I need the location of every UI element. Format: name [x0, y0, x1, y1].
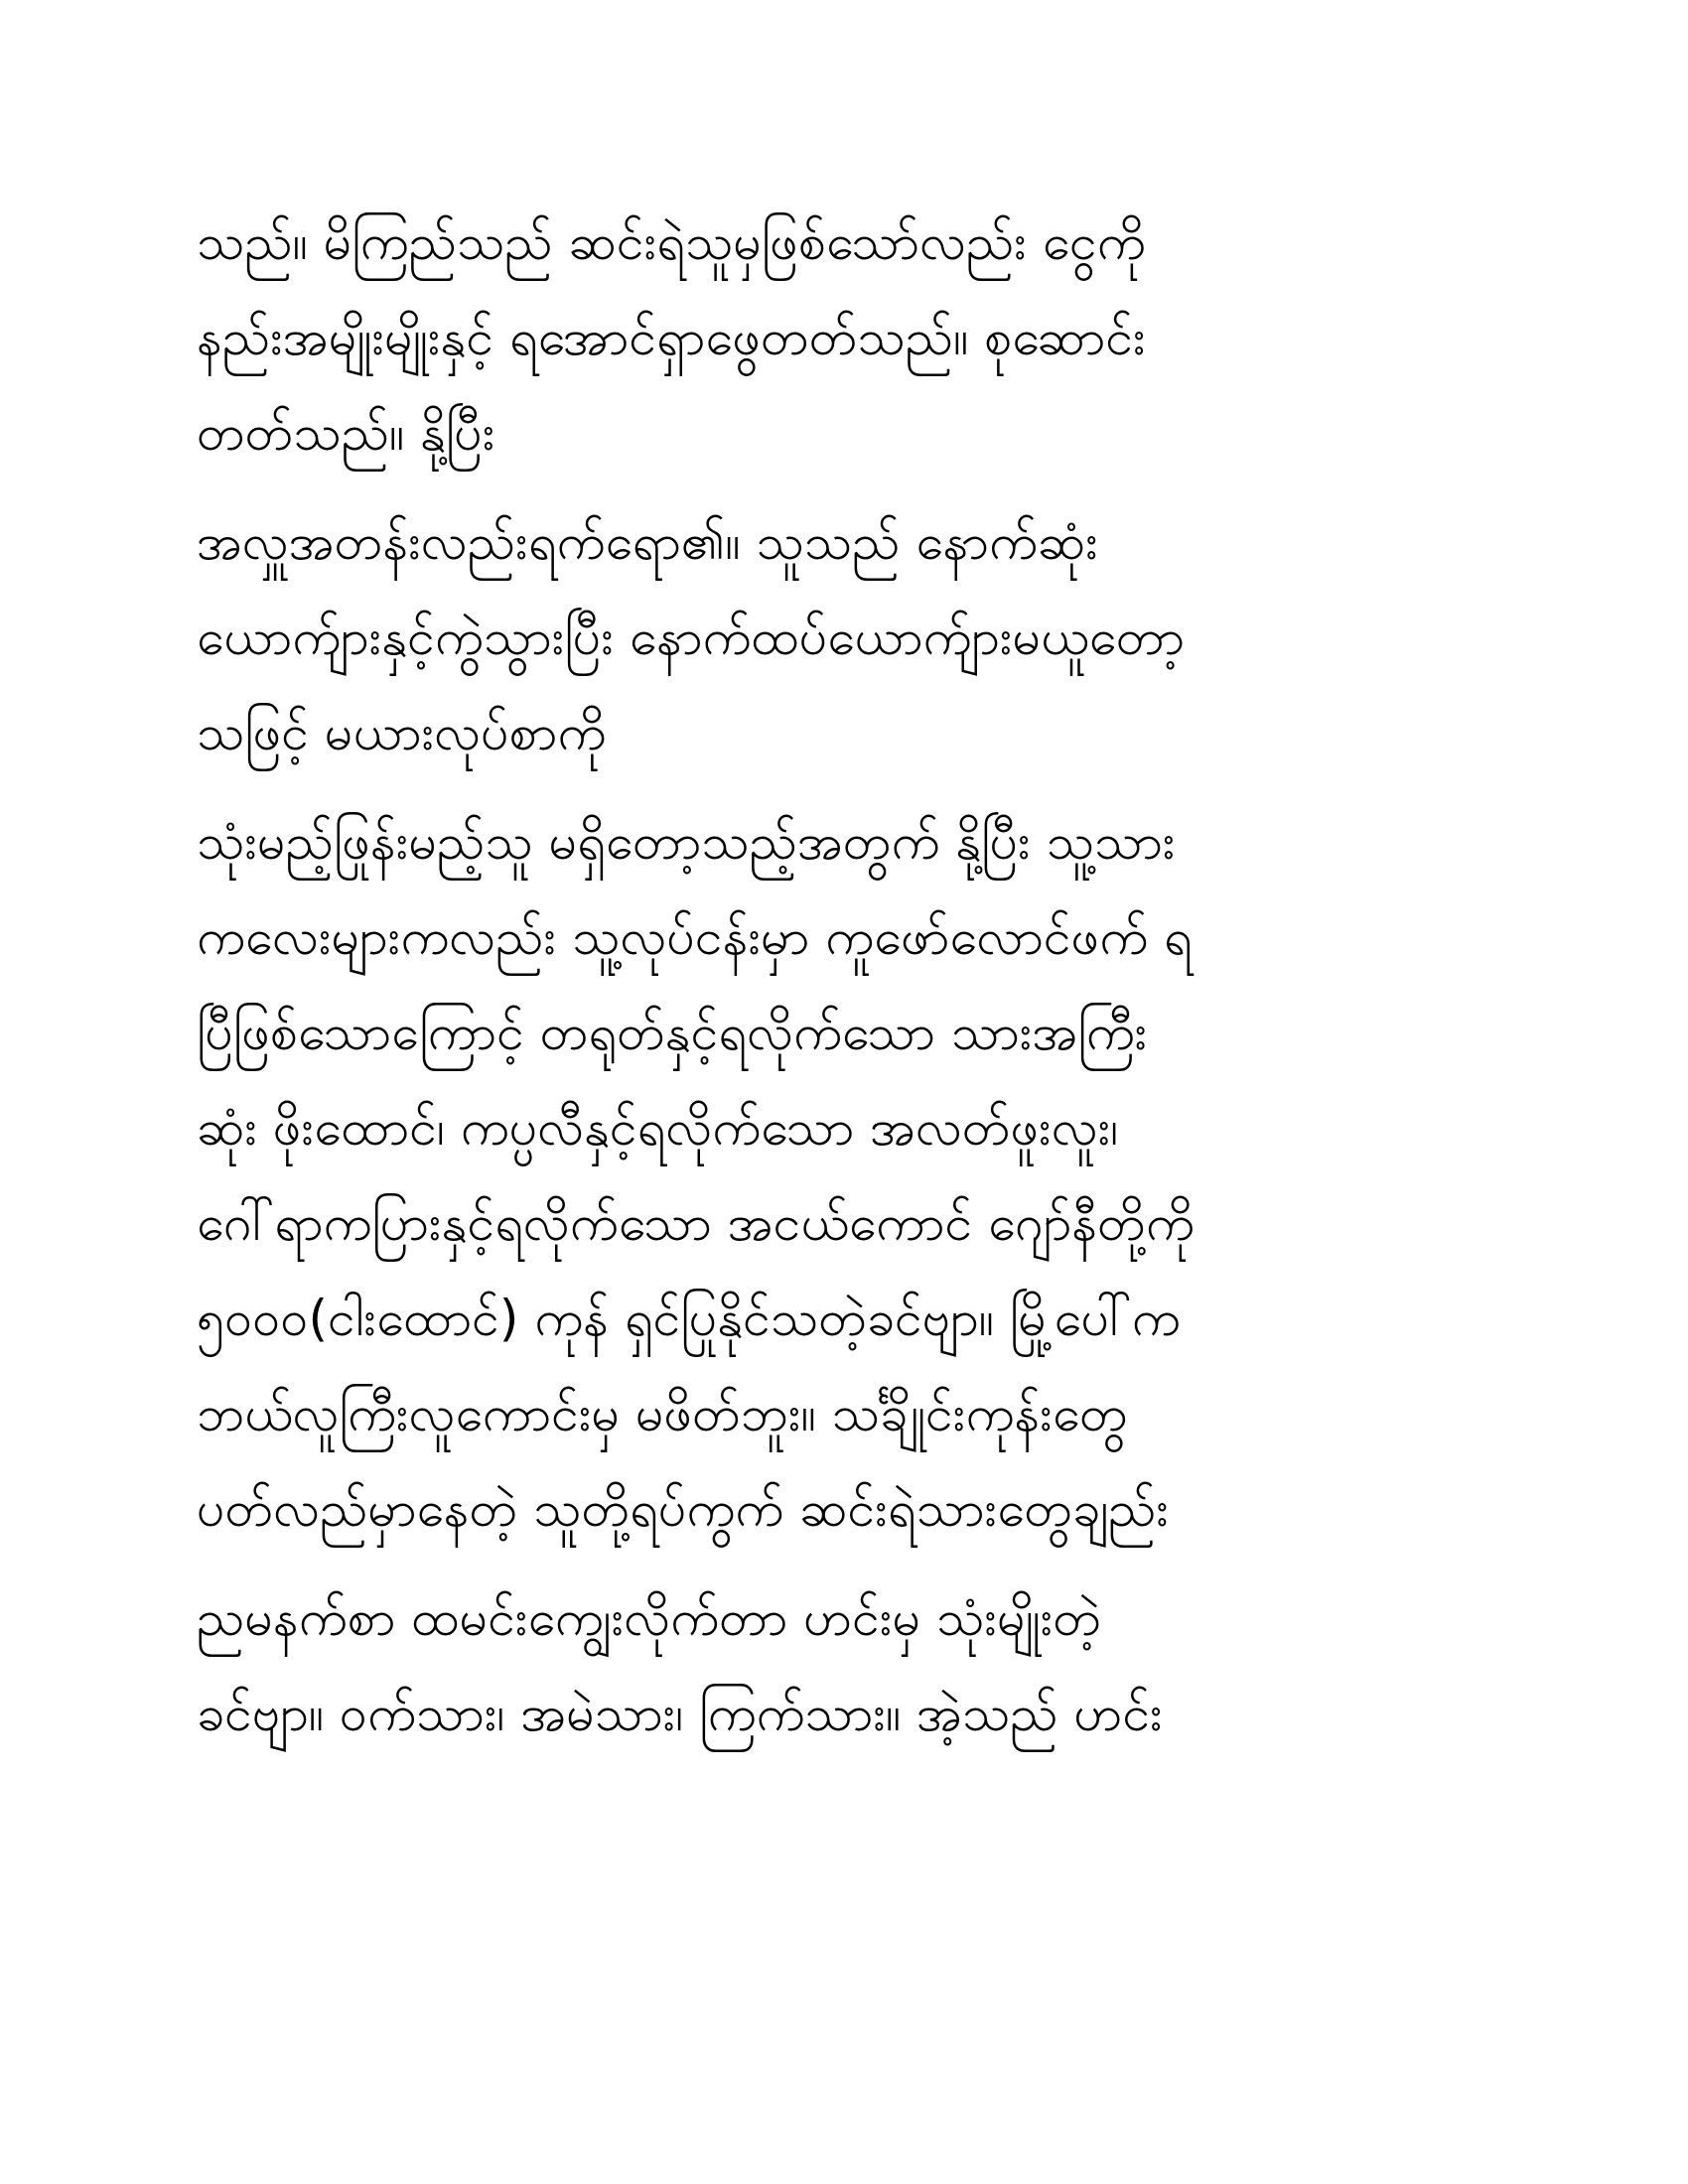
text-line: ဂေါ်ရာကပြားနှင့်ရလိုက်သော အငယ်ကောင် ဂျော်နီတို့ကို [197, 1194, 1195, 1252]
text-line: ညမနက်စာ ထမင်းကျွေးလိုက်တာ ဟင်းမှ သုံးမျိုးတဲ့ [197, 1589, 1102, 1647]
text-line: သဖြင့် မယားလုပ်စာကို [197, 704, 607, 761]
text-line: သည်။ မိကြည်သည် ဆင်းရဲသူမှဖြစ်သော်လည်း ငွေကို [197, 213, 1146, 271]
text-line: ခင်ဗျာ။ ဝက်သား၊ အမဲသား၊ ကြက်သား။ အဲ့သည် ဟင်း [197, 1685, 1163, 1742]
text-line: နည်းအမျိုးမျိုးနှင့် ရအောင်ရှာဖွေတတ်သည်။ စုဆောင်း [197, 309, 1146, 366]
text-line: တတ်သည်။ နို့ပြီး [197, 404, 495, 462]
text-line: ၅၀၀၀(ငါးထောင်) ကုန် ရှင်ပြုနိုင်သတဲ့ခင်ဗျာ။ မြို့ပေါ်က [197, 1290, 1181, 1347]
text-line: ပြီဖြစ်သောကြောင့် တရုတ်နှင့်ရလိုက်သော သားအကြီး [197, 1004, 1148, 1061]
text-line: ကလေးများကလည်း သူ့လုပ်ငန်းမှာ ကူဖော်လောင်ဖက် ရ [197, 908, 1193, 966]
paragraph-4 [197, 1570, 1507, 1761]
text-line: ဘယ်လူကြီးလူကောင်းမှ မဖိတ်ဘူး။ သင်္ချိုင်းကုန်းတွေ [197, 1385, 1128, 1442]
text-line: ယောက်ျားနှင့်ကွဲသွားပြီး နောက်ထပ်ယောက်ျားမယူတော့ [197, 609, 1186, 666]
paragraph-2 [197, 494, 1507, 780]
body-text [197, 195, 1507, 1775]
text-line: ပတ်လည်မှာနေတဲ့ သူတို့ရပ်ကွက် ဆင်းရဲသားတွေချည်း [197, 1480, 1170, 1538]
text-line: အလှူအတန်းလည်းရက်ရော၏။ သူသည် နောက်ဆုံး [197, 513, 1098, 571]
text-line: သုံးမည့်ဖြုန်းမည့်သူ မရှိတော့သည့်အတွက် နို့ပြီး သူ့သား [197, 813, 1176, 871]
paragraph-1 [197, 195, 1507, 480]
text-line: ဆုံး ဖိုးထောင်၊ ကပ္ပလီနှင့်ရလိုက်သော အလတ်ဖူးလူး၊ [197, 1099, 1119, 1157]
paragraph-3 [197, 794, 1507, 1557]
